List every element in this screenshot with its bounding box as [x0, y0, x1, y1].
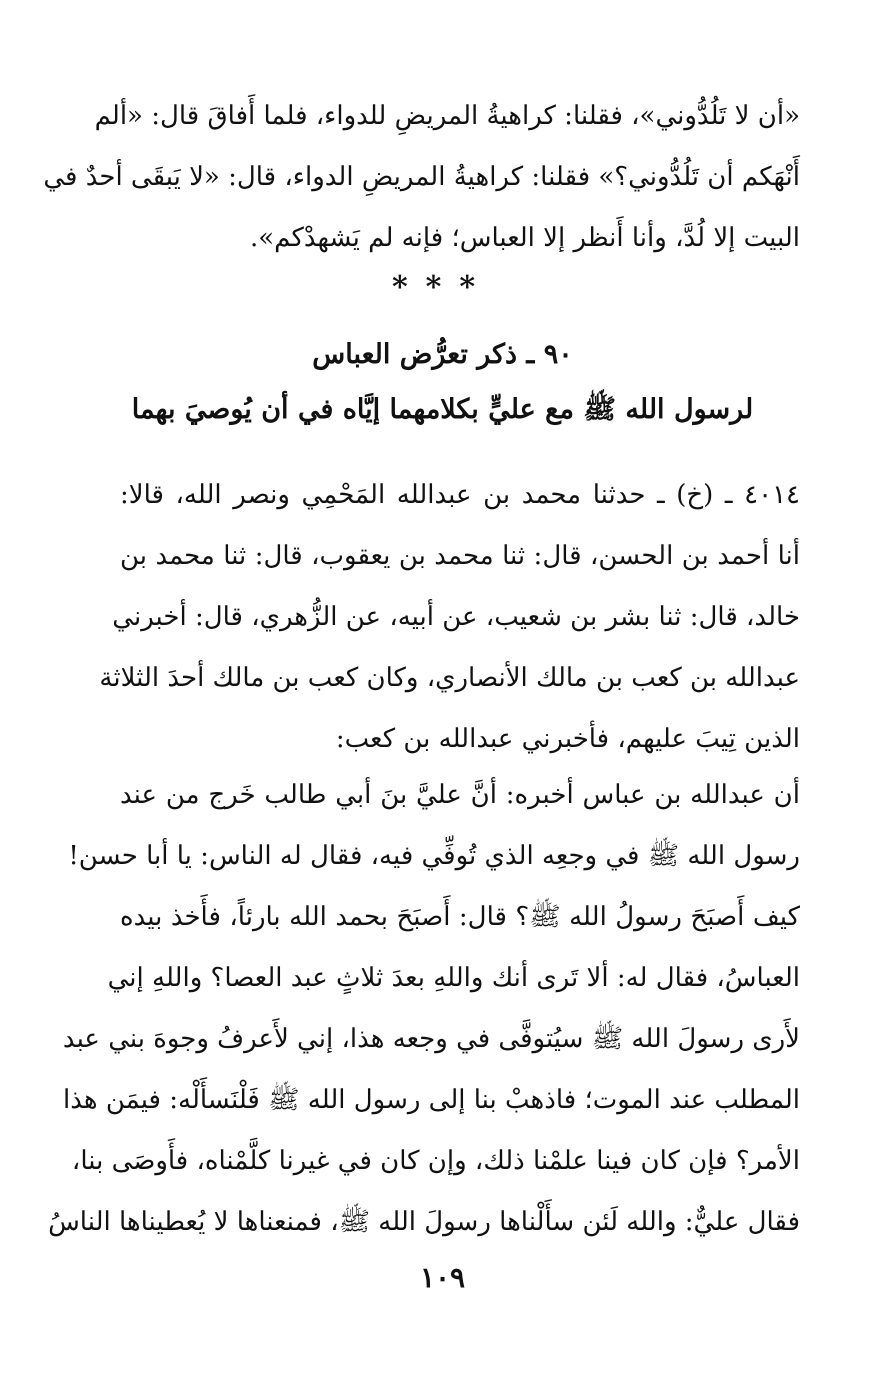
top-paragraph — [43, 86, 800, 269]
section-separator: *** — [391, 270, 494, 305]
text-line: أن عبدالله بن عباس أخبره: أنَّ عليَّ بنَ أبي طالب خَرج من عند — [120, 780, 800, 810]
text-line: فقال عليٌّ: والله لَئن سأَلْناها رسولَ الله ﷺ، فمنعناها لا يُعطيناها الناسُ — [48, 1207, 800, 1237]
text-line: عبدالله بن كعب بن مالك الأنصاري، وكان كعب بن مالك أحدَ الثلاثة — [99, 663, 800, 693]
text-line: المطلب عند الموت؛ فاذهبْ بنا إلى رسول الله ﷺ فَلْنَسأَلْه: فيمَن هذا — [63, 1085, 800, 1115]
text-line: «أن لا تَلُدُّوني»، فقلنا: كراهيةُ المريضِ للدواء، فلما أَفاقَ قال: «ألم — [94, 101, 800, 131]
text-line: أَنْهَكم أن تَلُدُّوني؟» فقلنا: كراهيةُ المريضِ الدواء، قال: «لا يَبقَى أحدٌ في — [43, 162, 800, 192]
hadith-text-paragraph — [48, 765, 800, 1253]
chapter-subtitle: لرسول الله ﷺ مع عليٍّ بكلامهما إيَّاه في أن يُوصيَ بهما — [131, 394, 754, 425]
hadith-chain-paragraph — [99, 465, 800, 770]
text-line: العباسُ، فقال له: ألا تَرى أنك واللهِ بعدَ ثلاثٍ عبد العصا؟ واللهِ إني — [107, 963, 800, 993]
text-line: رسول الله ﷺ في وجعِه الذي تُوفِّي فيه، فقال له الناس: يا أبا حسن! — [68, 841, 800, 871]
page-number: ١٠٩ — [419, 1261, 466, 1294]
text-line: ٤٠١٤ ـ (خ) ـ حدثنا محمد بن عبدالله المَحْمِي ونصر الله، قالا: — [120, 480, 800, 510]
chapter-title: ٩٠ ـ ذكر تعرُّض العباس — [312, 339, 573, 370]
text-line: كيف أَصبَحَ رسولُ الله ﷺ؟ قال: أَصبَحَ بحمد الله بارئاً، فأَخذ بيده — [120, 902, 800, 932]
text-line: الأمر؟ فإن كان فينا علمْنا ذلك، وإن كان في غيرنا كلَّمْناه، فأَوصَى بنا، — [71, 1146, 800, 1176]
text-line: لأَرى رسولَ الله ﷺ سيُتوفَّى في وجعه هذا، إني لأَعرفُ وجوهَ بني عبد — [62, 1024, 800, 1054]
text-line: البيت إلا لُدَّ، وأنا أَنظر إلا العباس؛ فإنه لم يَشهدْكم». — [249, 223, 800, 253]
text-line: الذين تِيبَ عليهم، فأخبرني عبدالله بن كعب: — [335, 724, 800, 754]
text-line: أنا أحمد بن الحسن، قال: ثنا محمد بن يعقوب، قال: ثنا محمد بن — [120, 541, 800, 571]
text-line: خالد، قال: ثنا بشر بن شعيب، عن أبيه، عن الزُّهري، قال: أخبرني — [112, 602, 800, 632]
